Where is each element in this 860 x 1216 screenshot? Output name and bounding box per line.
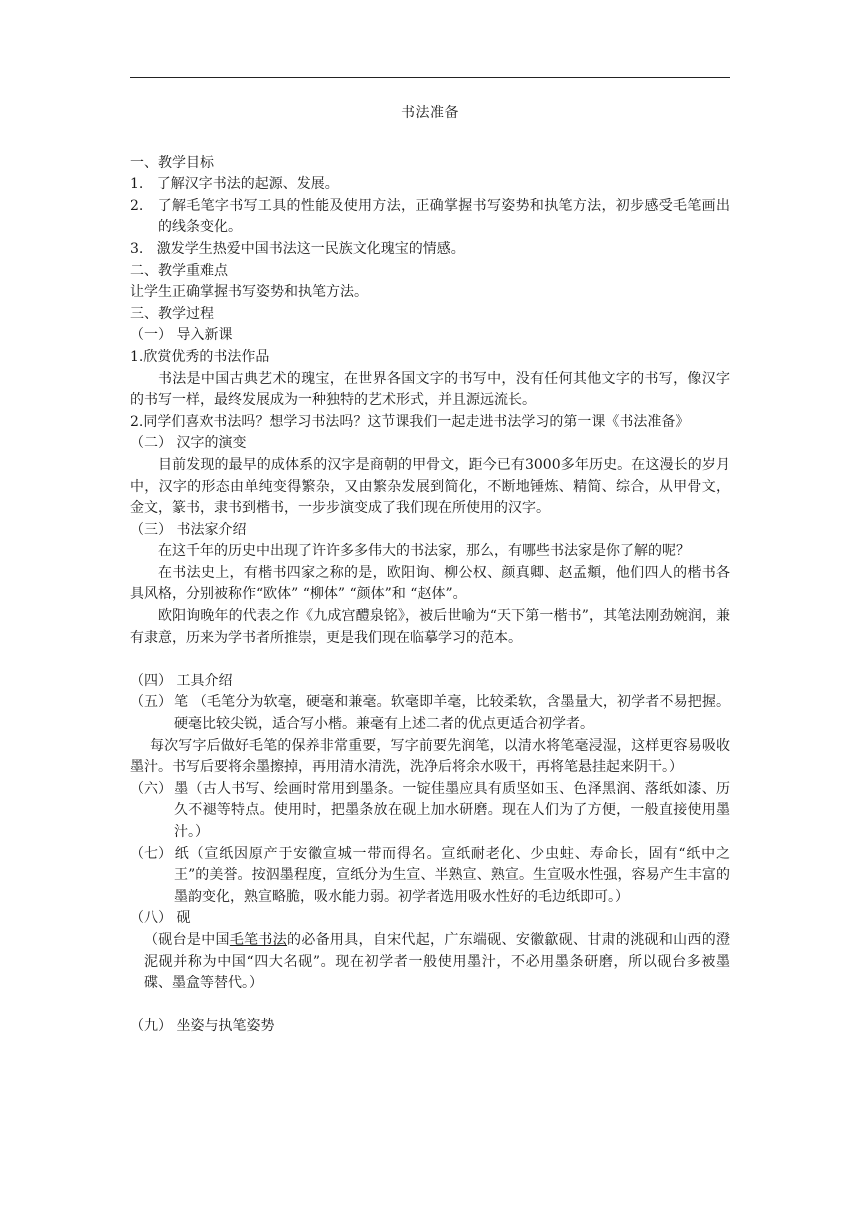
calligraphers-paragraph-3: 欧阳询晚年的代表之作《九成宫醴泉铭》，被后世喻为“天下第一楷书”，其笔法刚劲婉润，兼有隶意，历来为学书者所推崇，更是我们现在临摹学习的范本。	[130, 608, 730, 646]
blank-line	[130, 649, 730, 671]
blank-line	[130, 995, 730, 1017]
tool-inkstone-heading: （八） 砚	[130, 910, 191, 927]
section-heading-process: 三、教学过程	[130, 305, 214, 322]
section-heading-goals: 一、教学目标	[130, 154, 214, 171]
header-rule	[130, 77, 730, 78]
calligraphy-link[interactable]: 毛笔书法	[229, 931, 288, 948]
subsection-calligraphers: （三） 书法家介绍	[130, 521, 247, 538]
section-heading-keypoints: 二、教学重难点	[130, 262, 228, 279]
subsection-intro: （一） 导入新课	[130, 327, 233, 344]
subsection-posture: （九） 坐姿与执笔姿势	[130, 1018, 275, 1035]
intro-sub-2: 2.同学们喜欢书法吗？想学习书法吗？这节课我们一起走进书法学习的第一课《书法准备》	[130, 413, 690, 430]
tool-brush: （五） 笔 （毛笔分为软毫，硬毫和兼毫。软毫即羊毫，比较柔软，含墨量大，初学者不易把握。硬毫比较尖锐，适合写小楷。兼毫有上述二者的优点更适合初学者。	[130, 694, 730, 733]
keypoint-text: 让学生正确掌握书写姿势和执笔方法。	[130, 284, 368, 301]
goal-item-2: 2. 了解毛笔字书写工具的性能及使用方法，正确掌握书写姿势和执笔方法，初步感受毛笔画出的线条变化。	[130, 197, 731, 236]
goal-item-1: 1. 了解汉字书法的起源、发展。	[130, 176, 339, 193]
subsection-tools: （四） 工具介绍	[130, 672, 233, 689]
evolution-paragraph: 目前发现的最早的成体系的汉字是商朝的甲骨文，距今已有3000多年历史。在这漫长的岁月中，汉字的形态由单纯变得繁杂，又由繁杂发展到简化，不断地锤炼、精简、综合，从甲骨文，金文，篆书，隶书到楷书，一步步演变成了我们现在所使用的汉字。	[130, 456, 730, 517]
goal-item-3: 3. 激发学生热爱中国书法这一民族文化瑰宝的情感。	[130, 240, 465, 257]
tool-ink: （六） 墨（古人书写、绘画时常用到墨条。一锭佳墨应具有质坚如玉、色泽黑润、落纸如漆、历久不褪等特点。使用时，把墨条放在砚上加水研磨。现在人们为了方便，一般直接使用墨汁。）	[130, 780, 730, 840]
subsection-evolution: （二） 汉字的演变	[130, 435, 247, 452]
document-title: 书法准备	[401, 105, 459, 121]
brush-care-paragraph: 每次写字后做好毛笔的保养非常重要，写字前要先润笔，以清水将笔毫浸湿，这样更容易吸收墨汁。书写后要将余墨擦掉，再用清水清洗，洗净后将余水吸干，再将笔悬挂起来阴干。）	[130, 737, 730, 776]
inkstone-paragraph: （砚台是中国毛笔书法的必备用具，自宋代起，广东端砚、安徽歙砚、甘肃的洮砚和山西的澄泥砚并称为中国“四大名砚”。现在初学者一般使用墨汁，不必用墨条研磨，所以砚台多被墨碟、墨盒等替代。）	[144, 931, 731, 992]
tool-paper: （七） 纸（宣纸因原产于安徽宣城一带而得名。宣纸耐老化、少虫蛀、寿命长，固有“纸中之王”的美誉。按泅墨程度，宣纸分为生宣、半熟宣、熟宣。生宣吸水性强，容易产生丰富的墨韵变化，熟宣略脆，吸水能力弱。初学者选用吸水性好的毛边纸即可。）	[130, 845, 730, 905]
calligraphers-paragraph-1: 在这千年的历史中出现了许许多多伟大的书法家，那么，有哪些书法家是你了解的呢？	[158, 543, 690, 560]
intro-paragraph: 书法是中国古典艺术的瑰宝，在世界各国文字的书写中，没有任何其他文字的书写，像汉字的书写一样，最终发展成为一种独特的艺术形式，并且源远流长。	[130, 370, 730, 409]
calligraphers-paragraph-2: 在书法史上，有楷书四家之称的是，欧阳询、柳公权、颜真卿、赵孟頫，他们四人的楷书各具风格，分别被称作“欧体” “柳体” “颜体”和 “赵体”。	[130, 564, 730, 603]
document-body	[130, 103, 730, 1038]
intro-sub-1: 1.欣赏优秀的书法作品	[130, 348, 270, 365]
